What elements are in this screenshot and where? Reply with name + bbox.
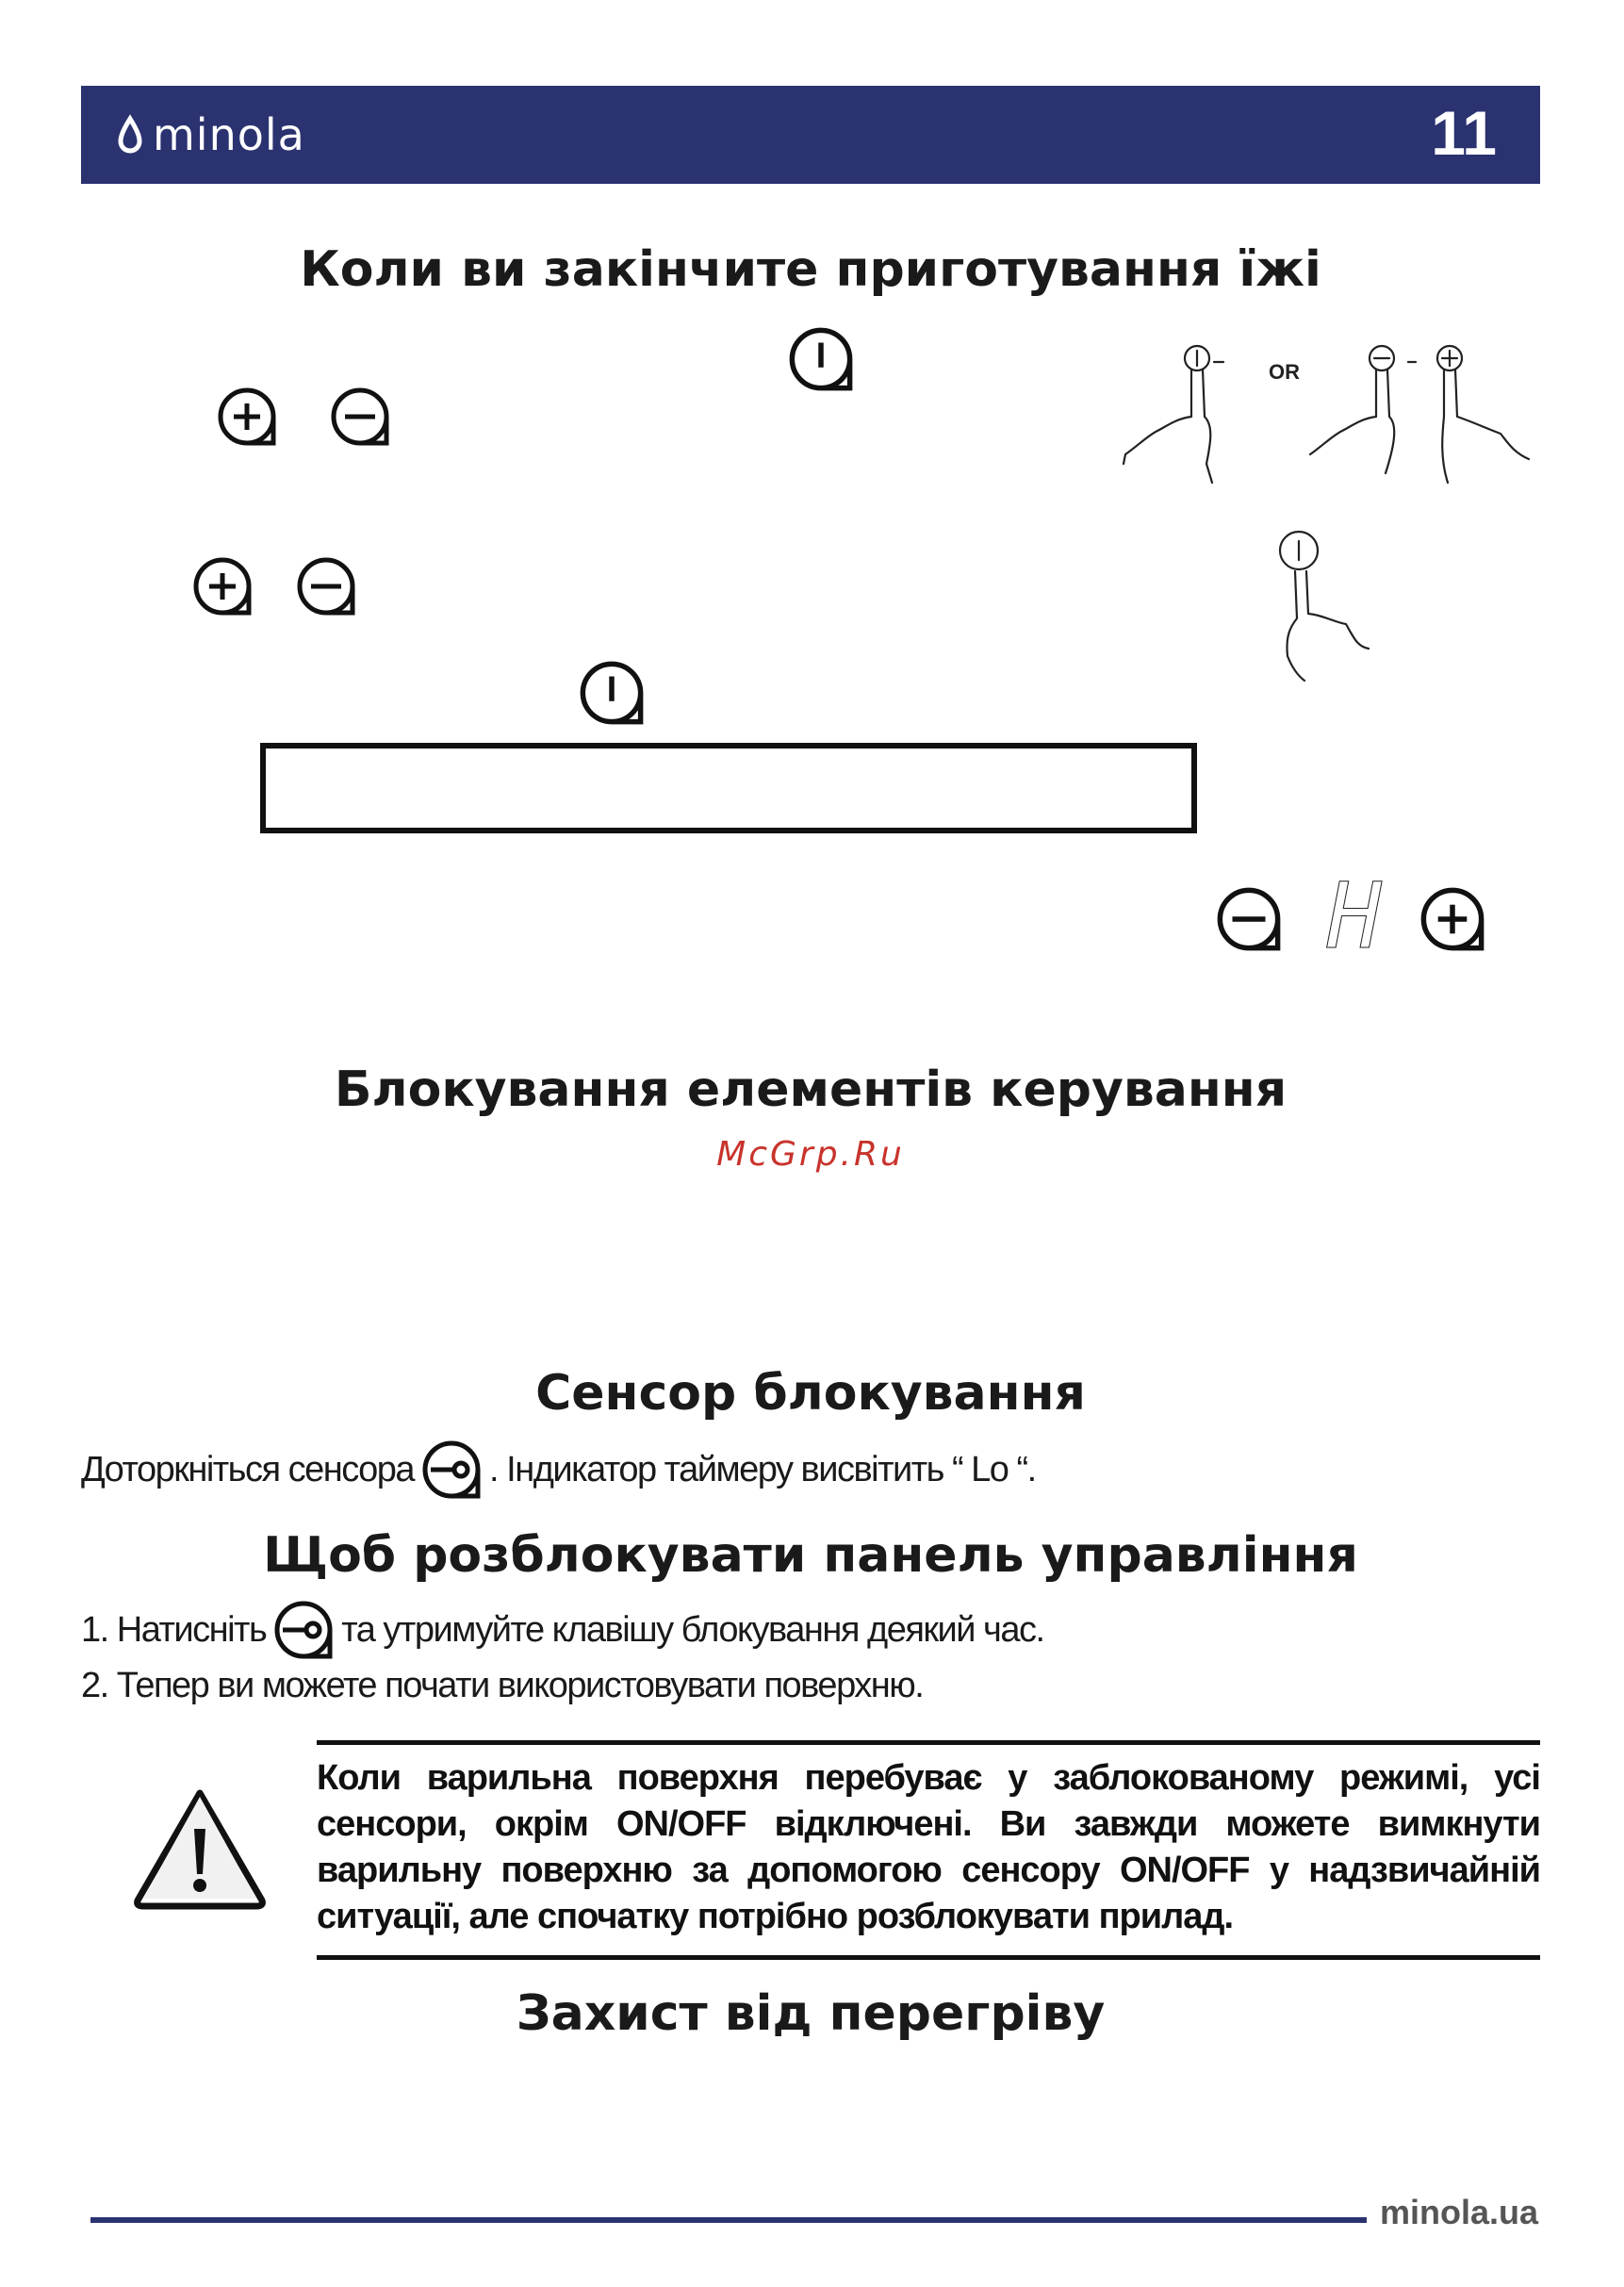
brand-name: minola	[153, 109, 305, 160]
page-number: 11	[1431, 98, 1497, 168]
or-label: OR	[1269, 360, 1300, 384]
lock-sensor-text-after: . Індикатор таймеру висвітить “ Lo “.	[489, 1449, 1036, 1489]
lock-key-icon	[273, 1600, 334, 1660]
hand-press-power-illustration	[1120, 341, 1271, 492]
plus-icon	[1419, 886, 1485, 952]
lock-sensor-text	[81, 1437, 1036, 1503]
minus-icon	[1216, 886, 1282, 952]
warning-text: Коли варильна поверхня перебуває у заблокованому режимі, усі сенсори, окрім ON/OFF відключені. Ви завжди можете вимкнути варильну поверхню за допомогою сенсору ON/OFF у надзвичайній ситуації, але спочатку потрібно розблокувати прилад.	[317, 1758, 1540, 1936]
minola-logo-icon	[117, 116, 143, 154]
warning-bottom-rule	[317, 1955, 1540, 1960]
empty-text-frame	[260, 743, 1197, 833]
warning-top-rule	[317, 1740, 1540, 1745]
residual-heat-display: H	[1327, 864, 1382, 969]
overheat-title: Захист від перегріву	[516, 1985, 1106, 2042]
finish-cooking-title: Коли ви закінчите приготування їжі	[300, 241, 1321, 298]
unlock-title: Щоб розблокувати панель управління	[263, 1527, 1358, 1584]
warning-icon	[132, 1787, 268, 1910]
footer-site: minola.ua	[1380, 2193, 1539, 2231]
unlock-step-2: 2. Тепер ви можете почати використовувати поверхню.	[81, 1665, 924, 1705]
watermark: McGrp.Ru	[716, 1135, 905, 1174]
footer-rule	[90, 2217, 1367, 2223]
lock-key-icon	[421, 1440, 482, 1500]
plus-icon	[217, 387, 277, 447]
hand-press-power-illustration	[1263, 524, 1386, 684]
lock-controls-title: Блокування елементів керування	[334, 1061, 1288, 1118]
unlock-step-1	[81, 1597, 1044, 1663]
brand	[117, 105, 305, 165]
lock-sensor-text-before: Доторкніться сенсора	[81, 1449, 415, 1489]
unlock-step-1-after: та утримуйте клавішу блокування деякий час.	[341, 1609, 1044, 1650]
lock-sensor-title: Сенсор блокування	[535, 1365, 1086, 1422]
hand-press-minus-plus-illustration	[1306, 341, 1542, 492]
minus-icon	[330, 387, 390, 447]
page-header	[81, 86, 1540, 184]
power-icon	[579, 660, 645, 726]
unlock-step-1-before: 1. Натисніть	[81, 1609, 267, 1650]
power-icon	[788, 326, 854, 392]
minus-icon	[296, 556, 356, 617]
plus-icon	[192, 556, 253, 617]
